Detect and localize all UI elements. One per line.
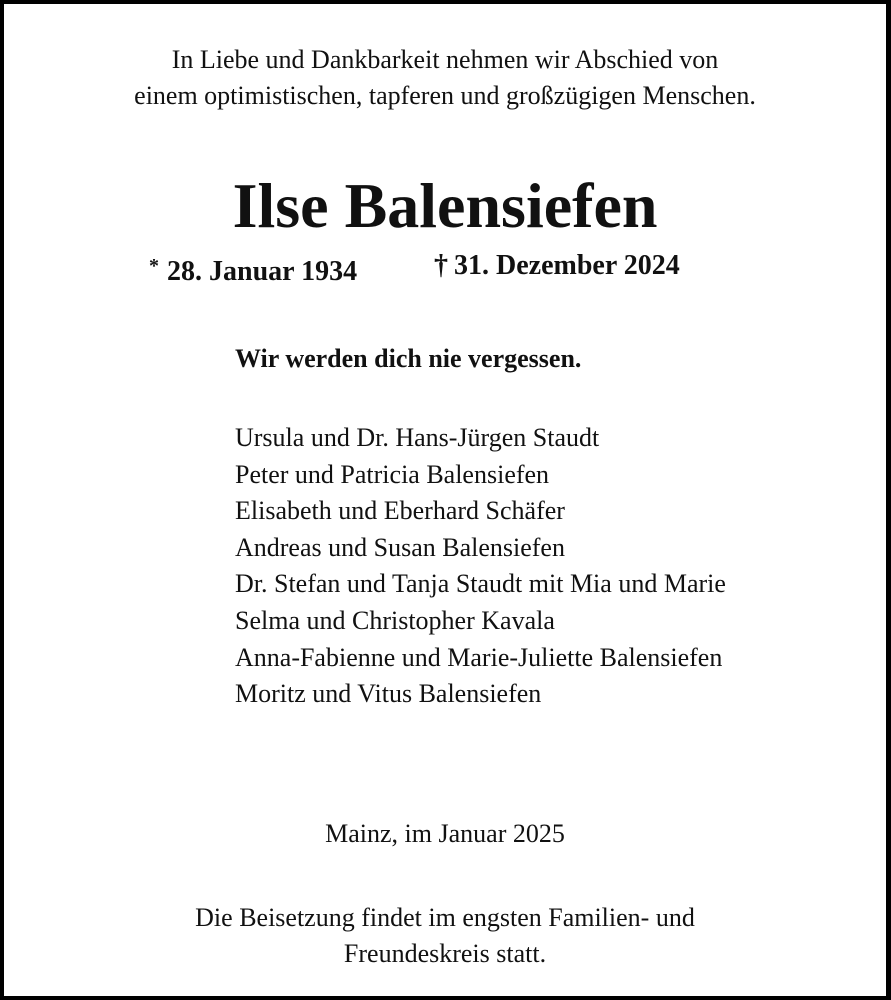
intro-line: In Liebe und Dankbarkeit nehmen wir Abschied von (171, 45, 719, 74)
motto: Wir werden dich nie vergessen. (235, 344, 582, 373)
place-date-text: Mainz, im Januar 2025 (325, 819, 565, 848)
deceased-name: Ilse Balensiefen (232, 170, 658, 241)
intro-line: einem optimistischen, tapferen und großzügigen Menschen. (134, 81, 756, 110)
birth-date: 28. Januar 1934 (167, 256, 358, 287)
mourner: Andreas und Susan Balensiefen (235, 532, 565, 562)
mourner: Elisabeth und Eberhard Schäfer (235, 496, 565, 526)
mourner: Anna-Fabienne und Marie-Juliette Balensiefen (235, 642, 723, 672)
mourner: Dr. Stefan und Tanja Staudt mit Mia und Marie (235, 569, 726, 599)
mourner: Peter und Patricia Balensiefen (235, 459, 550, 489)
birth-date-group (149, 248, 357, 290)
mourners-list (235, 420, 726, 713)
mourner: Selma und Christopher Kavala (235, 605, 555, 635)
death-date-group (434, 248, 680, 284)
burial-line: Freundeskreis statt. (343, 939, 547, 968)
death-date: 31. Dezember 2024 (454, 250, 680, 281)
mourner: Ursula und Dr. Hans-Jürgen Staudt (235, 423, 600, 452)
mourner: Moritz und Vitus Balensiefen (235, 679, 542, 709)
burial-note (4, 900, 886, 972)
burial-line: Die Beisetzung findet im engsten Familien- und (195, 903, 695, 932)
intro-text (4, 42, 886, 114)
birth-star-icon: * (149, 255, 159, 277)
death-cross-icon: † (434, 250, 448, 281)
place-and-date (4, 816, 886, 852)
